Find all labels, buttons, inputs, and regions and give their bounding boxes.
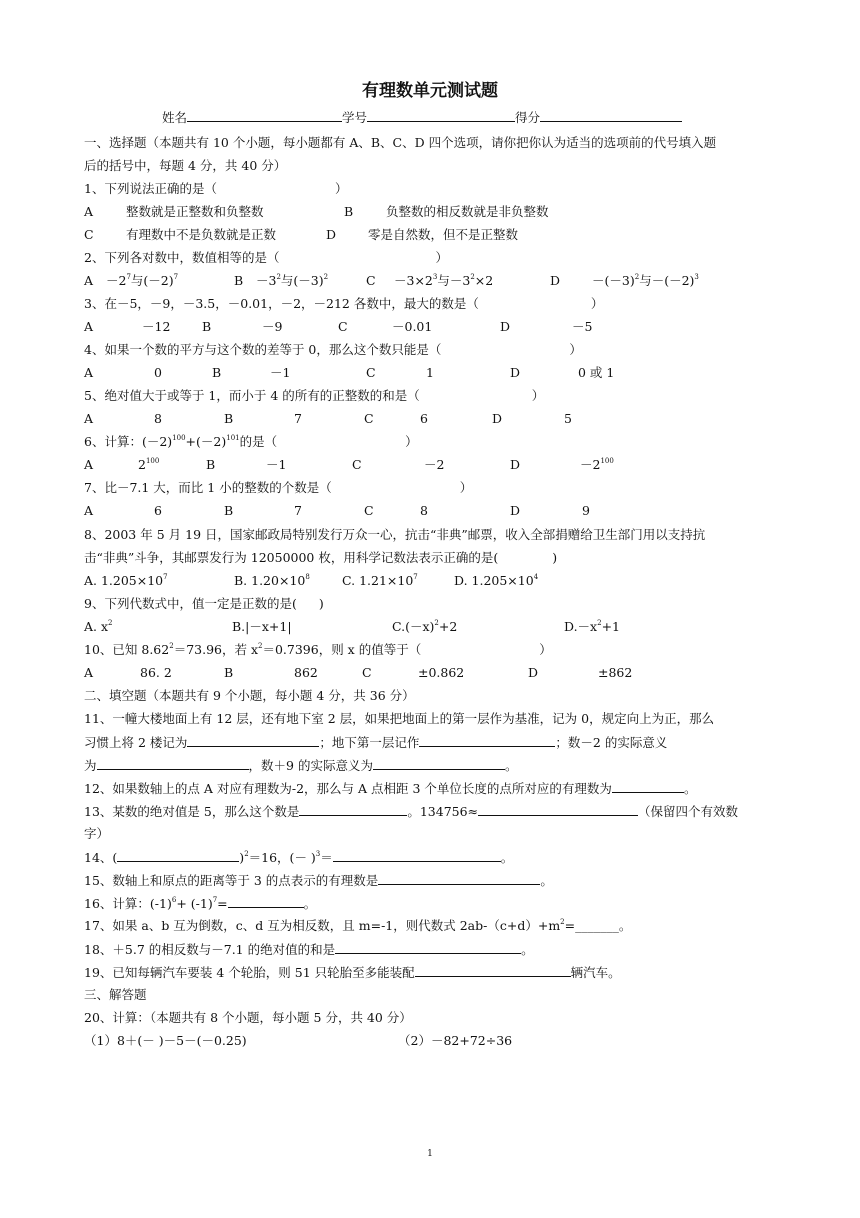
- question-9-options: A. $x^2$ B.|－x+1| $C.(-x)^2+2$ $D.-x^2+1$: [84, 619, 621, 634]
- question-12: 12、如果数轴上的点 A 对应有理数为-2，那么与 A 点相距 3 个单位长度的点所对应的有理数为 。: [84, 781, 697, 796]
- id-label: 学号: [342, 110, 368, 125]
- question-1-options-ab: A 整数就是正整数和负整数 B 负整数的相反数就是非负整数: [84, 204, 549, 219]
- question-8-options: A. $1.205\times 10^7$ B. $1.20\times 10^8$ C. $1.21\times 10^7$ D. $1.205\times 10^4$: [84, 573, 539, 588]
- page-number: 1: [427, 1149, 433, 1159]
- question-3-options: A －12 B －9 C －0.01 D －5: [84, 319, 593, 334]
- answer-blank[interactable]: [299, 802, 407, 816]
- question-1-options-cd: C 有理数中不是负数就是正数 D 零是自然数，但不是正整数: [84, 227, 519, 242]
- question-2-options: $A -2^7$与$(-2)^7$ $B -3^2$与$(-3)^2$ $C -3\times 2^3$与$-3^2\times 2$ $D -(-3)^2$与$-(-2)^3$: [84, 273, 699, 288]
- question-15: 15、数轴上和原点的距离等于 3 的点表示的有理数是 。: [84, 873, 553, 888]
- question-7-stem: 7、比－7.1 大，而比 1 小的整数的个数是（ ）: [84, 480, 473, 495]
- question-13: 13、某数的绝对值是 5，那么这个数是 。134756≈ （保留四个有效数: [84, 804, 739, 819]
- option-b: 负整数的相反数就是非负整数: [386, 204, 549, 219]
- section1-heading: 一、选择题（本题共有 10 个小题，每小题都有 A、B、C、D 四个选项，请你把你认为适当的选项前的代号填入题: [84, 135, 717, 150]
- answer-blank[interactable]: [612, 779, 684, 793]
- answer-blank[interactable]: [373, 756, 505, 770]
- name-blank[interactable]: [187, 108, 342, 122]
- option-c: 有理数中不是负数就是正数: [126, 227, 277, 242]
- question-13-cont: 字）: [84, 826, 110, 841]
- question-20-part-2: （2）－82+72÷36: [398, 1033, 513, 1048]
- option-d: 零是自然数，但不是正整数: [368, 227, 519, 242]
- answer-blank[interactable]: [335, 940, 521, 954]
- answer-blank[interactable]: [478, 802, 638, 816]
- question-20: 20、计算：（本题共有 8 个小题，每小题 5 分，共 40 分）: [84, 1010, 412, 1025]
- question-4-stem: 4、如果一个数的平方与这个数的差等于 0，那么这个数只能是（ ）: [84, 342, 582, 357]
- page-title: 有理数单元测试题: [362, 81, 498, 101]
- answer-blank[interactable]: [415, 963, 571, 977]
- section2-heading: 二、填空题（本题共有 9 个小题，每小题 4 分，共 36 分）: [84, 688, 415, 703]
- question-8-stem-cont: 击“非典”斗争，其邮票发行为 12050000 枚，用科学记数法表示正确的是( ): [84, 550, 558, 565]
- question-14: 14、( )$^2$＝16，(－ )$^3$＝ 。: [84, 850, 514, 865]
- section1-heading-cont: 后的括号中，每题 4 分，共 40 分）: [84, 158, 287, 173]
- section3-heading: 三、解答题: [84, 987, 147, 1002]
- student-info-line: [162, 108, 682, 127]
- answer-blank[interactable]: [97, 756, 249, 770]
- answer-blank[interactable]: [117, 848, 239, 862]
- answer-blank[interactable]: [378, 871, 540, 885]
- question-3-stem: 3、在－5，－9，－3.5，－0.01，－2，－212 各数中，最大的数是（ ）: [84, 296, 604, 311]
- question-2-stem: 2、下列各对数中，数值相等的是（ ）: [84, 250, 448, 265]
- question-7-options: A 6 B 7 C 8 D 9: [84, 503, 590, 518]
- question-10-options: A 86. 2 B 862 C ±0.862 D ±862: [84, 665, 633, 680]
- question-4-options: A 0 B －1 C 1 D 0 或 1: [84, 365, 615, 380]
- question-11-line2: 习惯上将 2 楼记为 ；地下第一层记作 ；数－2 的实际意义: [84, 735, 668, 750]
- question-17: 17、如果 a、b 互为倒数，c、d 互为相反数，且 m=-1，则代数式 $2ab-(c+d)+m^2=\_\_\_\_\_\_\_$。: [84, 918, 632, 933]
- question-20-part-1: （1）8＋(－ )－5－(－0.25): [84, 1033, 247, 1048]
- option-a: $-2^7$与$(-2)^7$: [106, 273, 179, 288]
- option-c: $-3\times 2^3$与$-3^2\times 2$: [394, 273, 494, 288]
- option-a: 整数就是正整数和负整数: [126, 204, 264, 219]
- question-20-parts: [84, 1032, 512, 1050]
- score-label: 得分: [515, 110, 541, 125]
- score-blank[interactable]: [540, 108, 682, 122]
- question-19: 19、已知每辆汽车要装 4 个轮胎，则 51 只轮胎至多能装配 辆汽车。: [84, 965, 621, 980]
- question-6-options: A $2^{100}$ B －1 C －2 $D -2^{100}$: [84, 457, 614, 472]
- question-18: 18、＋5.7 的相反数与－7.1 的绝对值的和是 。: [84, 942, 534, 957]
- question-16: 16、计算：$(-1)^6+ (-1)^7=$ 。: [84, 896, 317, 911]
- question-5-options: A 8 B 7 C 6 D 5: [84, 411, 572, 426]
- question-9-stem: 9、下列代数式中，值一定是正数的是( ): [84, 596, 324, 611]
- name-label: 姓名: [162, 110, 188, 125]
- question-11-line1: 11、一幢大楼地面上有 12 层，还有地下室 2 层，如果把地面上的第一层作为基准，记为 0，规定向上为正，那么: [84, 711, 715, 726]
- question-1-stem: 1、下列说法正确的是（ ）: [84, 181, 348, 196]
- question-8-stem: 8、2003 年 5 月 19 日，国家邮政局特别发行万众一心，抗击“非典”邮票，收入全部捐赠给卫生部门用以支持抗: [84, 527, 706, 542]
- question-6-stem: 6、计算：$(-2)^{100}+(-2)^{101}$的是（ ）: [84, 434, 418, 449]
- id-blank[interactable]: [367, 108, 515, 122]
- answer-blank[interactable]: [333, 848, 501, 862]
- answer-blank[interactable]: [187, 733, 319, 747]
- question-5-stem: 5、绝对值大于或等于 1，而小于 4 的所有的正整数的和是（ ）: [84, 388, 545, 403]
- answer-blank[interactable]: [228, 894, 304, 908]
- option-b: $-3^2$与$(-3)^2$: [256, 273, 329, 288]
- question-10-stem: 10、已知 $8.62^2=73.96$，若 $x^2=0.7396$，则 x 的值等于（ ）: [84, 642, 552, 657]
- option-d: $-(-3)^2$与$-(-2)^3$: [592, 273, 699, 288]
- answer-blank[interactable]: [419, 733, 555, 747]
- question-11-line3: 为 ，数＋9 的实际意义为 。: [84, 758, 518, 773]
